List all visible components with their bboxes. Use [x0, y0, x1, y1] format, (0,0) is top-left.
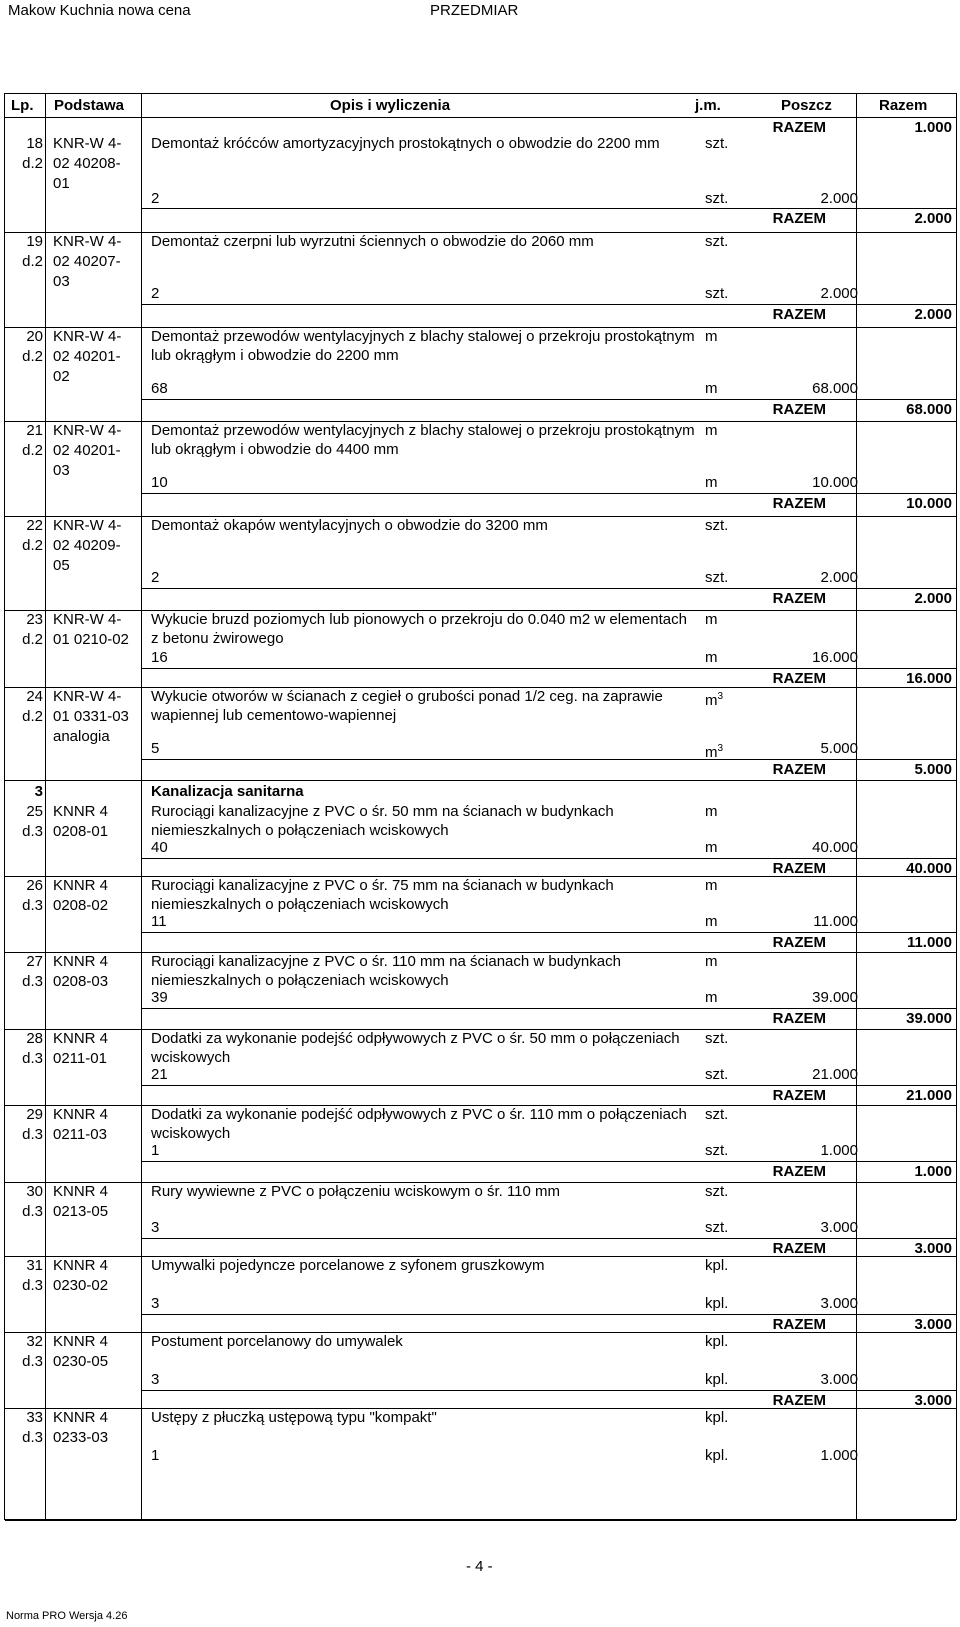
item-unit: m [705, 877, 718, 894]
column-header-qty: Poszcz [781, 97, 832, 114]
razem-divider [141, 932, 956, 933]
item-quantity-unit: kpl. [705, 1447, 729, 1464]
item-number-part: 25 [26, 803, 43, 820]
item-basis: KNNR 4 0211-01 [53, 1030, 109, 1067]
razem-label: RAZEM [772, 1087, 826, 1104]
item-number [7, 802, 43, 842]
table-row [5, 1408, 956, 1520]
item-number-part: 31 [26, 1257, 43, 1274]
razem-divider [141, 588, 956, 589]
item-description: Postument porcelanowy do umywalek [151, 1333, 403, 1350]
table-row [5, 802, 956, 876]
item-unit: szt. [705, 135, 729, 152]
item-unit: m [705, 328, 718, 345]
razem-label: RAZEM [772, 590, 826, 607]
item-number [7, 1256, 43, 1296]
item-number-part: 30 [26, 1183, 43, 1200]
item-number-part: 18 [26, 135, 43, 152]
przedmiar-table [4, 93, 957, 1520]
razem-value: 16.000 [906, 670, 952, 687]
item-quantity-expr: 3 [151, 1371, 160, 1388]
table-row [5, 1105, 956, 1182]
item-quantity-expr: 39 [151, 989, 168, 1006]
item-quantity-value: 2.000 [820, 569, 858, 586]
item-number-part: 28 [26, 1030, 43, 1047]
item-unit: szt. [705, 1030, 729, 1047]
item-unit: m [705, 611, 718, 628]
razem-value: 3.000 [914, 1240, 952, 1257]
item-number-part: d.2 [22, 537, 43, 554]
item-quantity-value: 11.000 [813, 913, 858, 930]
item-quantity-expr: 11 [151, 913, 167, 930]
document-header-title: PRZEDMIAR [430, 2, 519, 19]
item-quantity-expr: 2 [151, 190, 160, 207]
item-number [7, 1408, 43, 1448]
item-number-part: d.2 [22, 348, 43, 365]
page-number: - 4 - [466, 1558, 493, 1575]
razem-value: 3.000 [914, 1392, 952, 1409]
razem-value: 11.000 [906, 934, 952, 951]
razem-value: 1.000 [914, 1163, 952, 1180]
item-quantity-unit: kpl. [705, 1371, 729, 1388]
razem-divider [141, 399, 956, 400]
item-unit: szt. [705, 517, 729, 534]
item-number-part: d.3 [22, 823, 43, 840]
software-version: Norma PRO Wersja 4.26 [6, 1610, 128, 1622]
table-row [5, 232, 956, 327]
item-number-part: 20 [26, 328, 43, 345]
item-number-part: 33 [26, 1409, 43, 1426]
razem-divider [141, 1238, 956, 1239]
table-row [5, 134, 956, 232]
razem-label: RAZEM [772, 1392, 826, 1409]
item-description: Umywalki pojedyncze porcelanowe z syfonem gruszkowym [151, 1257, 545, 1274]
item-unit: szt. [705, 1183, 729, 1200]
item-quantity-value: 2.000 [820, 190, 858, 207]
item-unit: kpl. [705, 1257, 729, 1274]
item-quantity-expr: 40 [151, 839, 168, 856]
item-quantity-value: 40.000 [812, 839, 858, 856]
item-quantity-unit: m [705, 989, 718, 1006]
item-number [7, 516, 43, 556]
item-basis: KNR-W 4-02 40201-03 [53, 422, 122, 479]
item-quantity-expr: 1 [151, 1142, 160, 1159]
table-row [5, 1182, 956, 1256]
table-row [5, 421, 956, 516]
razem-label: RAZEM [772, 1240, 826, 1257]
item-quantity-unit: szt. [705, 569, 729, 586]
item-number-part: d.3 [22, 973, 43, 990]
item-basis: KNNR 4 0208-01 [53, 803, 109, 840]
item-number-part: 23 [26, 611, 43, 628]
item-unit: m [705, 803, 718, 820]
item-number [7, 1332, 43, 1372]
razem-label: RAZEM [772, 210, 826, 227]
razem-value: 1.000 [914, 119, 952, 136]
razem-divider [141, 1161, 956, 1162]
razem-label: RAZEM [772, 1163, 826, 1180]
item-quantity-unit: szt. [705, 1142, 729, 1159]
razem-divider [141, 493, 956, 494]
item-quantity-value: 1.000 [820, 1447, 858, 1464]
item-number [7, 876, 43, 916]
item-description: Dodatki za wykonanie podejść odpływowych z PVC o śr. 110 mm o połączeniach wciskowych [151, 1106, 687, 1142]
item-number [7, 327, 43, 367]
razem-value: 3.000 [914, 1316, 952, 1333]
item-number-part: d.3 [22, 1429, 43, 1446]
item-number-part: 24 [26, 688, 43, 705]
item-number-part: 26 [26, 877, 43, 894]
item-quantity-value: 3.000 [820, 1295, 858, 1312]
item-number [7, 232, 43, 272]
item-number-part: 29 [26, 1106, 43, 1123]
razem-divider [141, 1390, 956, 1391]
item-quantity-value: 68.000 [812, 380, 858, 397]
table-row [5, 516, 956, 610]
section-number: 3 [34, 783, 43, 800]
item-quantity-value: 2.000 [820, 285, 858, 302]
document-header-left: Makow Kuchnia nowa cena [8, 2, 191, 19]
item-number [7, 1182, 43, 1222]
table-row [5, 876, 956, 952]
razem-label: RAZEM [772, 860, 826, 877]
razem-value: 68.000 [906, 401, 952, 418]
item-quantity-unit: m [705, 380, 718, 397]
item-basis: KNNR 4 0230-02 [53, 1257, 109, 1294]
item-number [7, 687, 43, 727]
item-description: Demontaż okapów wentylacyjnych o obwodzie do 3200 mm [151, 517, 548, 534]
item-quantity-value: 3.000 [820, 1371, 858, 1388]
item-basis: KNNR 4 0230-05 [53, 1333, 109, 1370]
row-divider [5, 1520, 956, 1521]
item-quantity-value: 10.000 [812, 474, 858, 491]
razem-divider [141, 1008, 956, 1009]
item-basis: KNR-W 4-02 40201-02 [53, 328, 122, 385]
item-quantity-unit: m [705, 913, 718, 930]
item-basis: KNNR 4 0208-03 [53, 953, 109, 990]
item-quantity-unit: m [705, 649, 718, 666]
column-header-total: Razem [879, 97, 928, 114]
razem-label: RAZEM [772, 1316, 826, 1333]
item-quantity-expr: 10 [151, 474, 168, 491]
item-quantity-expr: 21 [151, 1066, 168, 1083]
razem-divider [141, 208, 956, 209]
razem-value: 2.000 [914, 590, 952, 607]
item-basis: KNNR 4 0213-05 [53, 1183, 109, 1220]
item-number [7, 1029, 43, 1069]
item-number-part: d.3 [22, 1126, 43, 1143]
item-description: Rurociągi kanalizacyjne z PVC o śr. 50 mm na ścianach w budynkach niemieszkalnych o połączeniach wciskowych [151, 803, 614, 839]
item-number [7, 1105, 43, 1145]
razem-label: RAZEM [772, 934, 826, 951]
column-header-basis: Podstawa [54, 97, 125, 114]
razem-value: 2.000 [914, 210, 952, 227]
item-quantity-unit: m [705, 839, 718, 856]
item-description: Demontaż przewodów wentylacyjnych z blachy stalowej o przekroju prostokątnym lub okrągłym i obwodzie do 4400 mm [151, 422, 695, 458]
item-unit: kpl. [705, 1409, 729, 1426]
item-number-part: 21 [26, 422, 43, 439]
razem-label: RAZEM [772, 306, 826, 323]
item-description: Rurociągi kanalizacyjne z PVC o śr. 110 mm na ścianach w budynkach niemieszkalnych o połączeniach wciskowych [151, 953, 621, 989]
item-number-part: 19 [26, 233, 43, 250]
razem-label: RAZEM [772, 119, 826, 136]
razem-value: 5.000 [914, 761, 952, 778]
column-header-lp: Lp. [11, 97, 34, 114]
item-quantity-expr: 2 [151, 569, 160, 586]
item-quantity-unit: kpl. [705, 1295, 729, 1312]
item-unit: szt. [705, 1106, 729, 1123]
item-unit: m [705, 422, 718, 439]
item-number [7, 610, 43, 650]
item-quantity-unit: szt. [705, 285, 729, 302]
item-quantity-expr: 2 [151, 285, 160, 302]
razem-divider [141, 759, 956, 760]
razem-label: RAZEM [772, 670, 826, 687]
section-heading [5, 783, 956, 802]
item-quantity-expr: 3 [151, 1219, 160, 1236]
item-number-part: d.2 [22, 708, 43, 725]
item-quantity-expr: 16 [151, 649, 168, 666]
razem-label: RAZEM [772, 1010, 826, 1027]
item-description: Dodatki za wykonanie podejść odpływowych z PVC o śr. 50 mm o połączeniach wciskowych [151, 1030, 680, 1066]
razem-value: 39.000 [906, 1010, 952, 1027]
item-basis: KNR-W 4-02 40207-03 [53, 233, 122, 290]
item-unit: $m^3$ [705, 691, 724, 709]
item-number-part: d.3 [22, 1050, 43, 1067]
item-description: Ustępy z płuczką ustępową typu "kompakt" [151, 1409, 437, 1426]
razem-label: RAZEM [772, 401, 826, 418]
razem-label: RAZEM [772, 495, 826, 512]
item-quantity-value: 39.000 [812, 989, 858, 1006]
item-number-part: d.2 [22, 155, 43, 172]
razem-divider [141, 1314, 956, 1315]
razem-divider [141, 1085, 956, 1086]
razem-value: 2.000 [914, 306, 952, 323]
column-header-desc: Opis i wyliczenia [330, 97, 451, 114]
item-number-part: d.3 [22, 897, 43, 914]
item-number-part: 22 [26, 517, 43, 534]
item-number [7, 421, 43, 461]
item-description: Rury wywiewne z PVC o połączeniu wciskowym o śr. 110 mm [151, 1183, 561, 1200]
item-description: Demontaż przewodów wentylacyjnych z blachy stalowej o przekroju prostokątnym lub okrągłym i obwodzie do 2200 mm [151, 328, 695, 364]
item-unit: szt. [705, 233, 729, 250]
table-row [5, 687, 956, 780]
table-row [5, 1256, 956, 1332]
razem-value: 10.000 [906, 495, 952, 512]
item-number-part: d.3 [22, 1203, 43, 1220]
item-number-part: d.3 [22, 1353, 43, 1370]
item-quantity-unit: $m^3$ [705, 743, 724, 761]
item-basis: KNR-W 4-01 0210-02 [53, 611, 129, 648]
item-number-part: d.3 [22, 1277, 43, 1294]
table-row [5, 327, 956, 421]
item-basis: KNR-W 4-02 40208-01 [53, 135, 122, 192]
item-unit: m [705, 953, 718, 970]
item-number-part: 27 [26, 953, 43, 970]
item-description: Wykucie otworów w ścianach z cegieł o grubości ponad 1/2 ceg. na zaprawie wapiennej lub cementowo-wapiennej [151, 688, 663, 724]
item-basis: KNNR 4 0208-02 [53, 877, 109, 914]
item-quantity-value: 3.000 [820, 1219, 858, 1236]
table-row [5, 610, 956, 687]
item-basis: KNR-W 4-02 40209-05 [53, 517, 122, 574]
item-basis: KNR-W 4-01 0331-03 analogia [53, 688, 129, 745]
item-number-part: 32 [26, 1333, 43, 1350]
item-quantity-value: 5.000 [820, 740, 858, 757]
item-quantity-value: 1.000 [820, 1142, 858, 1159]
item-unit: kpl. [705, 1333, 729, 1350]
column-header-unit: j.m. [695, 97, 721, 114]
item-quantity-expr: 1 [151, 1447, 160, 1464]
row-divider [5, 780, 956, 781]
item-quantity-unit: szt. [705, 1219, 729, 1236]
item-quantity-unit: szt. [705, 190, 729, 207]
item-number-part: d.2 [22, 442, 43, 459]
item-quantity-unit: m [705, 474, 718, 491]
table-row [5, 952, 956, 1029]
item-quantity-unit: szt. [705, 1066, 729, 1083]
item-number-part: d.2 [22, 631, 43, 648]
item-description: Demontaż czerpni lub wyrzutni ściennych o obwodzie do 2060 mm [151, 233, 594, 250]
item-basis: KNNR 4 0211-03 [53, 1106, 109, 1143]
razem-divider [141, 304, 956, 305]
razem-divider [141, 668, 956, 669]
section-title: Kanalizacja sanitarna [151, 783, 304, 800]
item-quantity-expr: 3 [151, 1295, 160, 1312]
item-number [7, 952, 43, 992]
razem-label: RAZEM [772, 761, 826, 778]
item-description: Rurociągi kanalizacyjne z PVC o śr. 75 mm na ścianach w budynkach niemieszkalnych o połączeniach wciskowych [151, 877, 614, 913]
razem-value: 21.000 [906, 1087, 952, 1104]
table-row [5, 1332, 956, 1408]
item-quantity-expr: 5 [151, 740, 160, 757]
item-number [7, 134, 43, 174]
item-description: Demontaż króćców amortyzacyjnych prostokątnych o obwodzie do 2200 mm [151, 135, 660, 152]
razem-value: 40.000 [906, 860, 952, 877]
item-quantity-value: 21.000 [812, 1066, 858, 1083]
item-number-part: d.2 [22, 253, 43, 270]
item-basis: KNNR 4 0233-03 [53, 1409, 109, 1446]
item-quantity-expr: 68 [151, 380, 168, 397]
item-quantity-value: 16.000 [812, 649, 858, 666]
table-row [5, 1029, 956, 1105]
razem-divider [141, 858, 956, 859]
item-description: Wykucie bruzd poziomych lub pionowych o przekroju do 0.040 m2 w elementach z betonu żwirowego [151, 611, 687, 647]
